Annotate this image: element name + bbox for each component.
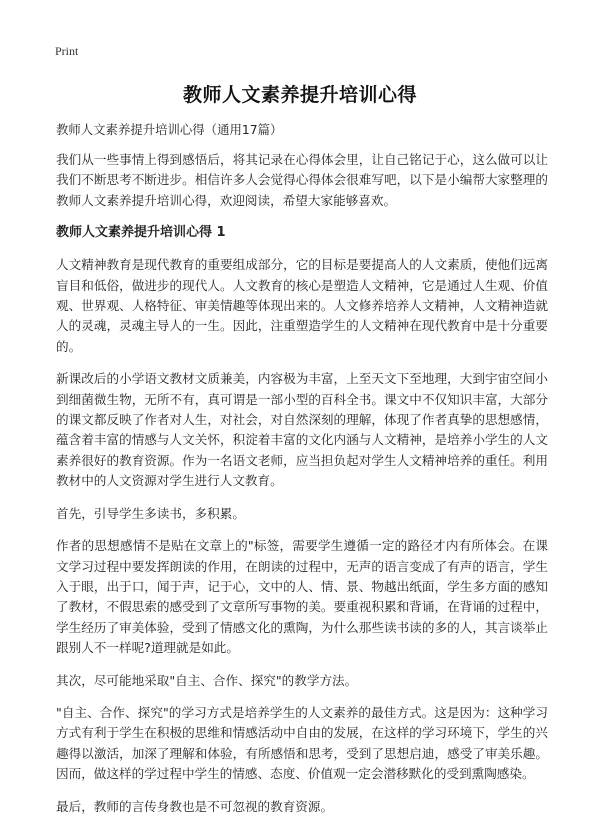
body-paragraph: 首先，引导学生多读书，多积累。 (56, 505, 245, 521)
intro-paragraph: 我们从一些事情上得到感悟后，将其记录在心得体会里，让自己铭记于心，这么做可以让我们不断思考不断进步。相信许多人会觉得心得体会很难写吧，以下是小编帮大家整理的教师人文素养提升培训心得，欢迎阅读，希望大家能够喜欢。 (56, 152, 548, 208)
article-body (56, 120, 548, 817)
body-paragraph: 最后，教师的言传身教也是不可忽视的教育资源。 (56, 798, 334, 814)
print-label: Print (55, 44, 79, 58)
page-title: 教师人文素养提升培训心得 (182, 84, 417, 106)
body-paragraph: 人文精神教育是现代教育的重要组成部分，它的目标是要提高人的人文素质，使他们远离盲目和低俗，做进步的现代人。人文教育的核心是塑造人文精神，它是通过人生观、价值观、世界观、人格特征、审美情趣等体现出来的。人文修养培养人文精神，人文精神造就人的灵魂，灵魂主导人的一生。因此，注重塑造学生的人文精神在现代教育中是十分重要的。 (56, 257, 548, 354)
body-paragraph: 其次，尽可能地采取"自主、合作、探究"的教学方法。 (56, 672, 358, 688)
section-heading: 教师人文素养提升培训心得 1 (56, 225, 226, 241)
body-paragraph: "自主、合作、探究"的学习方式是培养学生的人文素养的最佳方式。这是因为：这种学习方式有利于学生在积极的思维和情感活动中自由的发展，在这样的学习环境下，学生的兴趣得以激活，加深了理解和体验，有所感悟和思考，受到了思想启迪，感受了审美乐趣。因而，做这样的学过程中学生的情感、态度、价值观一定会潜移默化的受到熏陶感染。 (56, 704, 548, 782)
body-paragraph: 作者的思想感情不是贴在文章上的"标签，需要学生遵循一定的路径才内有所体会。在课文学习过程中要发挥朗读的作用，在朗读的过程中，无声的语言变成了有声的语言，学生入于眼，出于口，闻于声，记于心，文中的人、情、景、物越出纸面，学生多方面的感知了教材，不假思索的感受到了文章所写事物的美。要重视积累和背诵，在背诵的过程中，学生经历了审美体验，受到了情感文化的熏陶，为什么那些读书读的多的人，其言谈举止跟别人不一样呢?道理就是如此。 (56, 538, 548, 656)
body-paragraph: 新课改后的小学语文教材文质兼美，内容极为丰富，上至天文下至地理，大到宇宙空间小到细菌微生物，无所不有，真可谓是一部小型的百科全书。课文中不仅知识丰富，大部分的课文都反映了作者对人生，对社会，对自然深刻的理解，体现了作者真挚的思想感情，蕴含着丰富的情感与人文关怀，积淀着丰富的文化内涵与人文精神，是培养小学生的人文素养很好的教育资源。作为一名语文老师，应当担负起对学生人文精神培养的重任。利用教材中的人文资源对学生进行人文教育。 (56, 371, 548, 489)
article-subtitle: 教师人文素养提升培训心得（通用17篇） (56, 122, 283, 137)
